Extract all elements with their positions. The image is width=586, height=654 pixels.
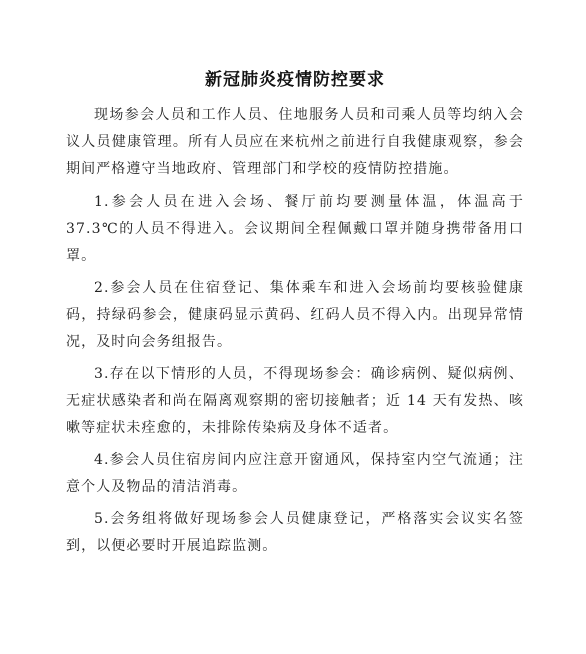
paragraph-item-4: 4.参会人员住宿房间内应注意开窗通风，保持室内空气流通；注意个人及物品的清洁消毒。 bbox=[66, 452, 524, 495]
paragraph-item-5: 5.会务组将做好现场参会人员健康登记，严格落实会议实名签到，以便必要时开展追踪监测。 bbox=[66, 511, 524, 554]
paragraph-intro: 现场参会人员和工作人员、住地服务人员和司乘人员等均纳入会议人员健康管理。所有人员应在来杭州之前进行自我健康观察，参会期间严格遵守当地政府、管理部门和学校的疫情防控措施。 bbox=[66, 107, 524, 177]
paragraph-item-3: 3.存在以下情形的人员，不得现场参会：确诊病例、疑似病例、无症状感染者和尚在隔离观察期的密切接触者；近 14 天有发热、咳嗽等症状未痊愈的，未排除传染病及身体不适者。 bbox=[66, 366, 524, 436]
document-title: 新冠肺炎疫情防控要求 bbox=[205, 70, 385, 90]
paragraph-item-1: 1.参会人员在进入会场、餐厅前均要测量体温，体温高于37.3℃的人员不得进入。会议期间全程佩戴口罩并随身携带备用口罩。 bbox=[66, 194, 524, 264]
paragraph-item-2: 2.参会人员在住宿登记、集体乘车和进入会场前均要核验健康码，持绿码参会，健康码显示黄码、红码人员不得入内。出现异常情况，及时向会务组报告。 bbox=[66, 280, 524, 350]
